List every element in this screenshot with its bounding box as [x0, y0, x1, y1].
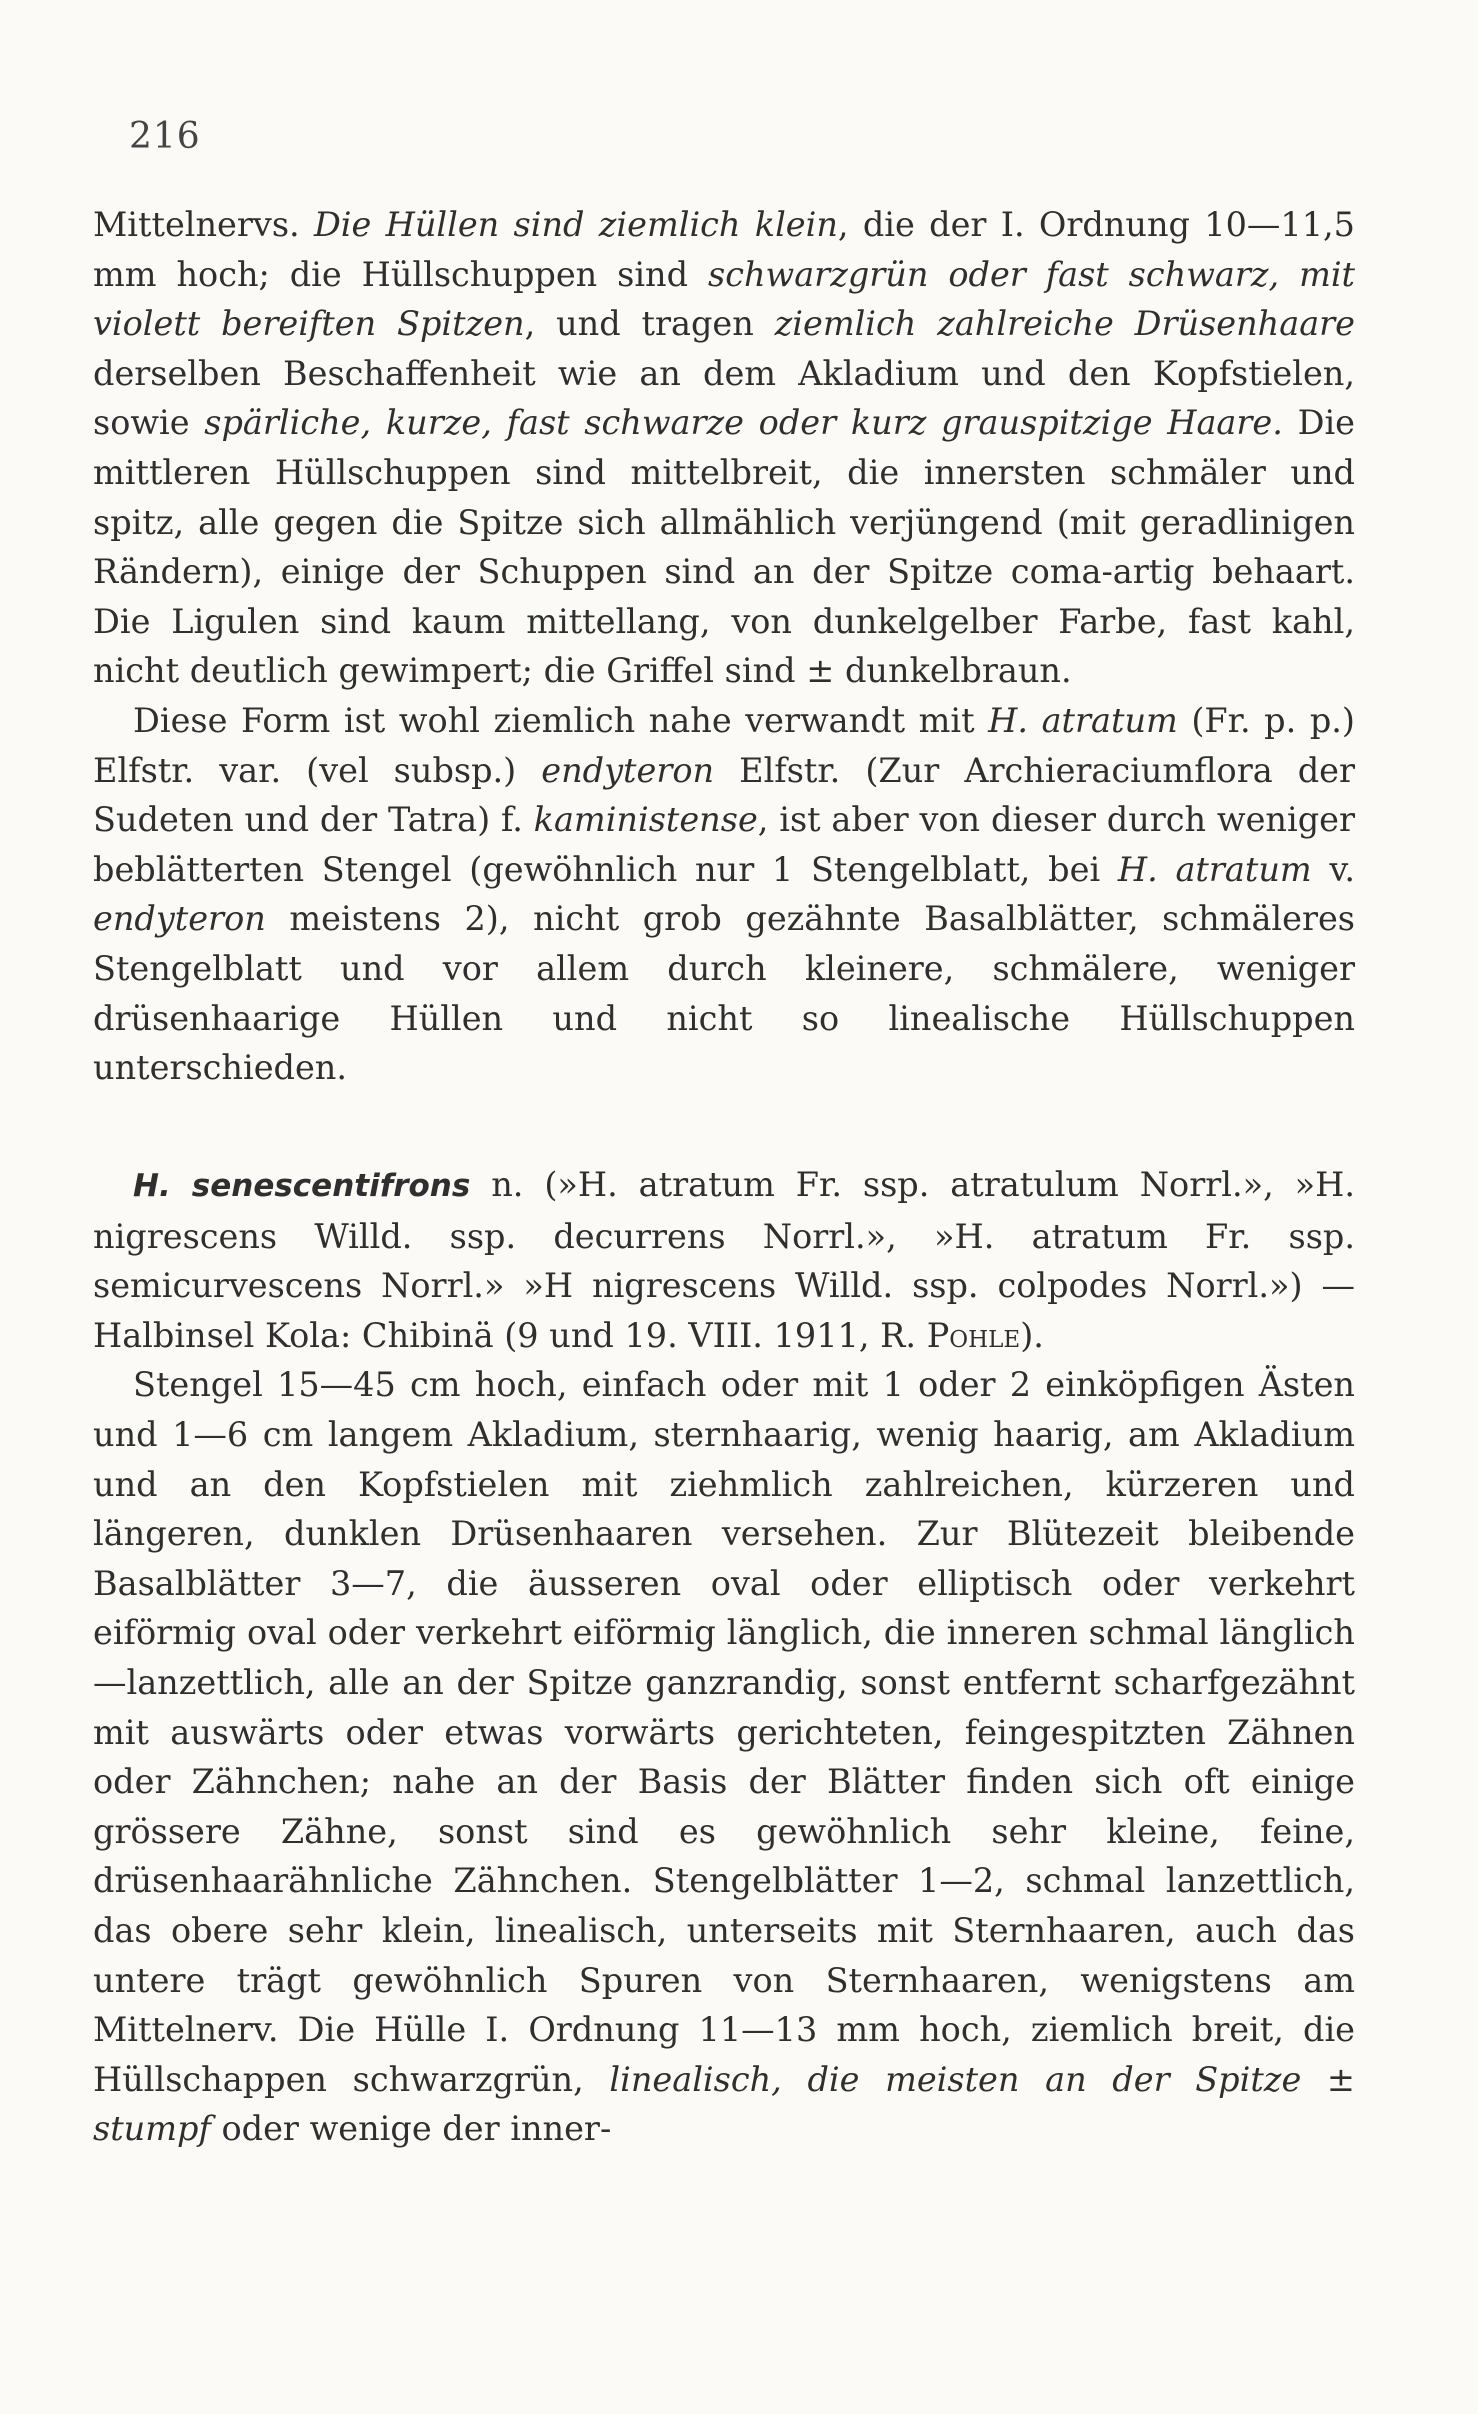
text-run: ). — [1020, 1315, 1044, 1355]
text-run: linealisch, die meisten an der Spitze ± stumpf — [93, 2059, 1355, 2149]
text-run: Stengel 15—45 cm hoch, einfach oder mit 1 oder 2 einköpfigen Ästen und 1—6 cm langem Akladium, sternhaarig, wenig haarig, am Akladium und an den Kopfstielen mit ziehmlich zahlreichen, kürzeren und längeren, dunklen Drüsenhaaren versehen. Zur Blütezeit bleibende Basalblätter 3—7, die äusseren oval oder elliptisch oder verkehrt eiförmig oval oder verkehrt eiförmig länglich, die inneren schmal länglich—lanzettlich, alle an der Spitze ganzrandig, sonst entfernt scharfgezähnt mit auswärts oder etwas vorwärts gerichteten, feingespitzten Zähnen oder Zähnchen; nahe an der Basis der Blätter finden sich oft einige grössere Zähne, sonst sind es gewöhnlich sehr kleine, feine, drüsenhaarähnliche Zähnchen. Stengelblätter 1—2, schmal lanzettlich, das obere sehr klein, linealisch, unterseits mit Sternhaaren, auch das untere trägt gewöhnlich Spuren von Sternhaaren, wenigstens am Mittelnerv. Die Hülle I. Ordnung 11—13 mm hoch, ziemlich breit, die Hüllschappen schwarzgrün, — [93, 1365, 1355, 2099]
text-block-upper — [93, 200, 1355, 1093]
text-run: (Fr. p. p.) Elfstr. var. (vel subsp.) — [93, 700, 1355, 790]
text-run: oder wenige der inner- — [210, 2109, 612, 2149]
paragraph-description — [93, 200, 1355, 696]
text-block-lower — [93, 1160, 1355, 2154]
text-run: Mittelnervs. — [93, 205, 314, 244]
text-run: H. atratum — [988, 700, 1178, 740]
text-run: , und tragen — [524, 304, 775, 344]
text-run: v. — [1311, 849, 1355, 889]
text-run: , die der I. Ordnung 10—11,5 mm hoch; die Hüllschuppen sind — [93, 205, 1355, 294]
paragraph-species-description — [93, 1360, 1355, 2154]
text-run: n. (»H. atratum Fr. ssp. atratulum Norrl.», »H. nigrescens Willd. ssp. decurrens Norrl.», »H. atratum Fr. ssp. semicurvescens Norrl.» »H nigrescens Willd. ssp. colpodes Norrl.») — Halbinsel Kola: Chibinä (9 und 19. VIII. 1911, R. — [93, 1165, 1355, 1355]
text-run: derselben Beschaffenheit wie an dem Akladium und den Kopfstielen, sowie — [93, 353, 1355, 443]
text-run: meistens 2), nicht grob gezähnte Basalblätter, schmäleres Stengelblatt und vor allem durch kleinere, schmälere, weniger drüsenhaarige Hüllen und nicht so linealische Hüllschuppen unterschieden. — [93, 899, 1355, 1088]
text-run: Elfstr. (Zur Archieraciumflora der Sudeten und der Tatra) f. — [93, 750, 1356, 840]
text-run: schwarzgrün oder fast schwarz, mit violett bereiften Spitzen — [93, 254, 1356, 344]
paragraph-species-heading — [93, 1160, 1355, 1360]
page-number: 216 — [129, 116, 201, 157]
text-run: H. atratum — [1117, 849, 1312, 889]
text-run: Die Hüllen sind ziemlich klein — [313, 205, 838, 244]
paragraph-comparison — [93, 696, 1355, 1093]
text-run: kaministense — [533, 800, 758, 840]
text-run: Die mittleren Hüllschuppen sind mittelbreit, die innersten schmäler und spitz, alle gegen die Spitze sich allmählich verjüngend (mit geradlinigen Rändern), einige der Schuppen sind an der Spitze coma-artig behaart. Die Ligulen sind kaum mittellang, von dunkelgelber Farbe, fast kahl, nicht deutlich gewimpert; die Griffel sind ± dunkelbraun. — [93, 403, 1355, 691]
author-name: Pohle — [926, 1315, 1021, 1355]
text-run: endyteron — [93, 899, 266, 939]
text-run: endyteron — [541, 750, 715, 790]
text-run: ziemlich zahlreiche Drüsenhaare — [774, 304, 1356, 344]
text-run: spärliche, kurze, fast schwarze oder kurz grauspitzige Haare. — [204, 403, 1283, 443]
text-run: Diese Form ist wohl ziemlich nahe verwandt mit — [133, 700, 989, 740]
text-run: , ist aber von dieser durch weniger beblätterten Stengel (gewöhnlich nur 1 Stengelblatt, bei — [93, 800, 1356, 889]
species-name: H. senescentifrons — [133, 1168, 471, 1204]
